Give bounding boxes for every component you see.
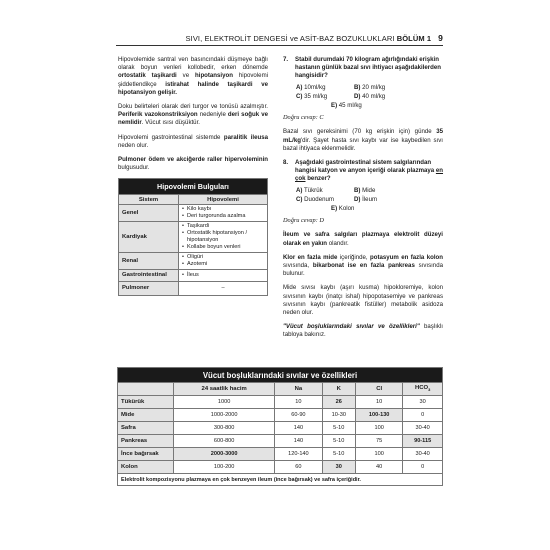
text-segment: Periferik vazokonstriksiyon — [118, 111, 198, 119]
fluid-table-footer: Elektrolit kompozisyonu plazmaya en çok benzeyen ileum (ince bağırsak) ve safra içeriğidir. — [118, 474, 443, 486]
text-segment: neden olur. — [118, 141, 149, 149]
question-8-text: Aşağıdaki gastrointestinal sistem salgılarından hangisi katyon ve anyon içeriği olarak plazmaya en çok benzer? — [295, 159, 444, 183]
fluid-value-cell: 5-10 — [322, 435, 356, 448]
text-segment: ortostatik taşikardi — [118, 72, 177, 80]
fluid-value-cell: 100-200 — [174, 461, 275, 474]
table-row — [119, 205, 268, 222]
fluid-value-cell: 30-40 — [403, 448, 443, 461]
question-7-answer: Doğru cevap: C — [283, 114, 324, 122]
fluid-value-cell: 60 — [275, 461, 322, 474]
finding-item: • Ortostatik hipotansiyon / hipotansiyon — [182, 230, 264, 244]
fluid-value-cell: 60-90 — [275, 409, 322, 422]
fluid-value-cell: 5-10 — [322, 422, 356, 435]
fluid-value-cell: 5-10 — [322, 448, 356, 461]
text-segment: Bazal sıvı gereksinimi (70 kg erişkin için) günde — [283, 128, 437, 136]
text-segment: sıvısında, — [283, 262, 313, 270]
finding-item: • Kollabe boyun venleri — [182, 244, 264, 251]
fluid-value-cell: 75 — [356, 435, 403, 448]
fluid-name-cell: Pankreas — [118, 435, 174, 448]
answer-option: E) 45 ml/kg — [331, 102, 362, 110]
paragraph-tissue-markers — [118, 103, 268, 128]
system-cell: Renal — [119, 253, 179, 270]
fluid-name-cell: İnce bağırsak — [118, 448, 174, 461]
fluid-value-cell: 10 — [275, 396, 322, 409]
column-header-system: Sistem — [119, 195, 179, 205]
finding-item: • Kilo kaybı — [182, 206, 264, 213]
fluid-value-cell: 600-800 — [174, 435, 275, 448]
table-row — [118, 461, 443, 474]
text-segment: paralitik ileusa — [223, 133, 268, 141]
answer-option: C) 35 ml/kg — [296, 92, 328, 100]
text-segment: 'dir. Şayet hasta sıvı kaybı var ise kaybedilen sıvı bazal ihtiyaca eklenmelidir. — [283, 136, 443, 152]
table-row — [118, 448, 443, 461]
fluid-value-cell: 140 — [275, 422, 322, 435]
system-cell: Pulmoner — [119, 281, 179, 295]
paragraph-hypovolemia-signs — [118, 56, 268, 97]
text-segment: hipovolemi şiddetlendikçe — [118, 72, 268, 88]
fluid-value-cell: 0 — [403, 409, 443, 422]
paragraph-see-table — [283, 323, 443, 339]
finding-cell — [179, 270, 268, 281]
answer-option: A) 10ml/kg — [296, 83, 326, 91]
text-segment: hipotansiyon — [195, 72, 233, 80]
text-segment: istirahat halinde taşikardi ve hipotansiyon gelişir. — [118, 80, 268, 96]
fluid-value-cell: 10-30 — [322, 409, 356, 422]
text-segment: Hipovolemi gastrointestinal sistemde — [118, 133, 224, 141]
fluid-name-cell: Safra — [118, 422, 174, 435]
answer-option: C) Duodenum — [296, 195, 334, 203]
answer-option: B) 20 ml/kg — [354, 83, 386, 91]
text-segment: başlıklı tabloya bakınız. — [283, 323, 443, 339]
fluid-value-cell: 10 — [356, 396, 403, 409]
text-segment: Klor en fazla mide — [283, 253, 338, 261]
text-segment: bulgusudur. — [118, 164, 150, 172]
question-7-text: Stabil durumdaki 70 kilogram ağırlığındaki erişkin hastanın günlük bazal sıvı ihtiyacı aşağıdakilerden hangisidir? — [295, 56, 441, 80]
fluid-value-cell: 30 — [322, 461, 356, 474]
text-segment: "Vücut boşluklarındaki sıvılar ve özellikleri" — [283, 323, 420, 331]
text-segment: 35 mL/kg — [283, 128, 443, 144]
text-segment: Mide sıvısı kaybı (aşırı kusma) hipokloremiye, kolon sıvısının kaybı (inatçı ishal) hipopotasemiye ve pankreas sıvısının kaybı (pankreatik fistüller) metabolik asidoza neden olur. — [283, 284, 443, 317]
table-row — [118, 396, 443, 409]
system-cell: Kardiyak — [119, 222, 179, 253]
fluid-value-cell: 120-140 — [275, 448, 322, 461]
fluid-name-cell: Tükürük — [118, 396, 174, 409]
fluid-column-header: K — [322, 383, 356, 396]
paragraph-electrolyte-max — [283, 254, 443, 279]
fluid-value-cell: 100 — [356, 448, 403, 461]
fluid-value-cell: 1000 — [174, 396, 275, 409]
fluid-column-header: 24 saatlik hacim — [174, 383, 275, 396]
finding-item: • Azotemi — [182, 261, 264, 268]
finding-cell: – — [179, 281, 268, 295]
fluid-name-cell: Mide — [118, 409, 174, 422]
answer-option: A) Tükrük — [296, 186, 323, 194]
fluid-value-cell: 300-800 — [174, 422, 275, 435]
table-row — [119, 281, 268, 295]
answer-option: B) Mide — [354, 186, 376, 194]
text-segment: Hipovolemide santral ven basıncındaki düşmeye bağlı olarak boyun venleri kollobedir, erken dönemde — [118, 56, 268, 72]
fluid-column-header — [118, 383, 174, 396]
text-segment: Pulmoner ödem ve akciğerde raller hipervoleminin — [118, 156, 268, 164]
fluid-value-cell: 1000-2000 — [174, 409, 275, 422]
text-segment: ve — [176, 72, 196, 80]
hypovolemia-findings-table — [118, 178, 268, 295]
text-segment: . Vücut ısısı düşüktür. — [141, 119, 200, 127]
fluid-value-cell: 100-130 — [356, 409, 403, 422]
page-header — [116, 33, 443, 46]
text-segment: olandır. — [327, 239, 349, 247]
answer-option: D) 40 ml/kg — [354, 92, 386, 100]
left-column — [118, 56, 268, 296]
text-segment: deri soğuk ve nemlidir — [118, 111, 268, 127]
text-segment: sıvısında bulunur. — [283, 262, 443, 278]
question-7-options — [296, 84, 443, 111]
finding-cell — [179, 222, 268, 253]
fluid-column-header: Na — [275, 383, 322, 396]
fluid-value-cell: 26 — [322, 396, 356, 409]
text-segment: içeriğinde, — [337, 253, 370, 261]
text-segment: potasyum en fazla kolon — [370, 253, 443, 261]
finding-item: • Oligüri — [182, 254, 264, 261]
question-8: 8. Aşağıdaki gastrointestinal sistem salgılarından hangisi katyon ve anyon içeriği olarak plazmaya en çok benzer? — [283, 159, 444, 183]
table-row — [119, 270, 268, 281]
table-row — [118, 409, 443, 422]
fluid-value-cell: 40 — [356, 461, 403, 474]
fluid-value-cell: 30 — [403, 396, 443, 409]
question-8-options — [296, 187, 443, 214]
finding-cell — [179, 205, 268, 222]
fluid-value-cell: 2000-3000 — [174, 448, 275, 461]
table-row — [119, 253, 268, 270]
fluid-value-cell: 30-40 — [403, 422, 443, 435]
question-8-answer: Doğru cevap: D — [283, 217, 324, 225]
table-row — [118, 435, 443, 448]
fluid-value-cell: 140 — [275, 435, 322, 448]
table-row — [118, 422, 443, 435]
fluid-column-header: Cl — [356, 383, 403, 396]
text-segment: Doku belirteleri olarak deri turgor ve tonüsü azalmıştır. — [118, 103, 268, 111]
finding-item: • İleus — [182, 272, 264, 279]
text-segment: nedeniyle — [197, 111, 228, 119]
fluid-column-header: $HCO_3$ — [403, 383, 443, 396]
text-segment: bikarbonat ise en fazla pankreas — [312, 262, 415, 270]
page-number: 9 — [438, 33, 443, 43]
paragraph-ileum-bile — [283, 231, 443, 247]
finding-item: • Deri turgorunda azalma — [182, 213, 264, 220]
paragraph-gi-ileus — [118, 134, 268, 150]
table-row — [119, 222, 268, 253]
system-cell: Genel — [119, 205, 179, 222]
fluid-table-title: Vücut boşluklarındaki sıvılar ve özellikleri — [118, 368, 443, 383]
fluid-value-cell: 0 — [403, 461, 443, 474]
table-title: Hipovolemi Bulguları — [119, 179, 268, 195]
column-header-hypovolemia: Hipovolemi — [179, 195, 268, 205]
system-cell: Gastrointestinal — [119, 270, 179, 281]
question-7: 7. Stabil durumdaki 70 kilogram ağırlığındaki erişkin hastanın günlük bazal sıvı ihtiyacı aşağıdakilerden hangisidir? — [283, 56, 443, 81]
right-column — [283, 56, 443, 346]
fluid-name-cell: Kolon — [118, 461, 174, 474]
chapter-title: SIVI, ELEKTROLİT DENGESİ ve ASİT-BAZ BOZUKLUKLARI BÖLÜM 1 — [185, 34, 432, 43]
paragraph-pulmonary-edema — [118, 156, 268, 172]
paragraph-fluid-loss — [283, 284, 443, 317]
finding-cell — [179, 253, 268, 270]
fluid-value-cell: 100 — [356, 422, 403, 435]
answer-option: E) Kolon — [331, 205, 355, 213]
answer-option: D) İleum — [354, 195, 378, 203]
finding-item: • Taşikardi — [182, 223, 264, 230]
paragraph-basal-fluid — [283, 128, 443, 153]
body-fluids-table — [117, 367, 443, 486]
text-segment: İleum ve safra salgıları plazmaya elektrolit düzeyi olarak en yakın — [283, 231, 443, 247]
fluid-value-cell: 90-115 — [403, 435, 443, 448]
